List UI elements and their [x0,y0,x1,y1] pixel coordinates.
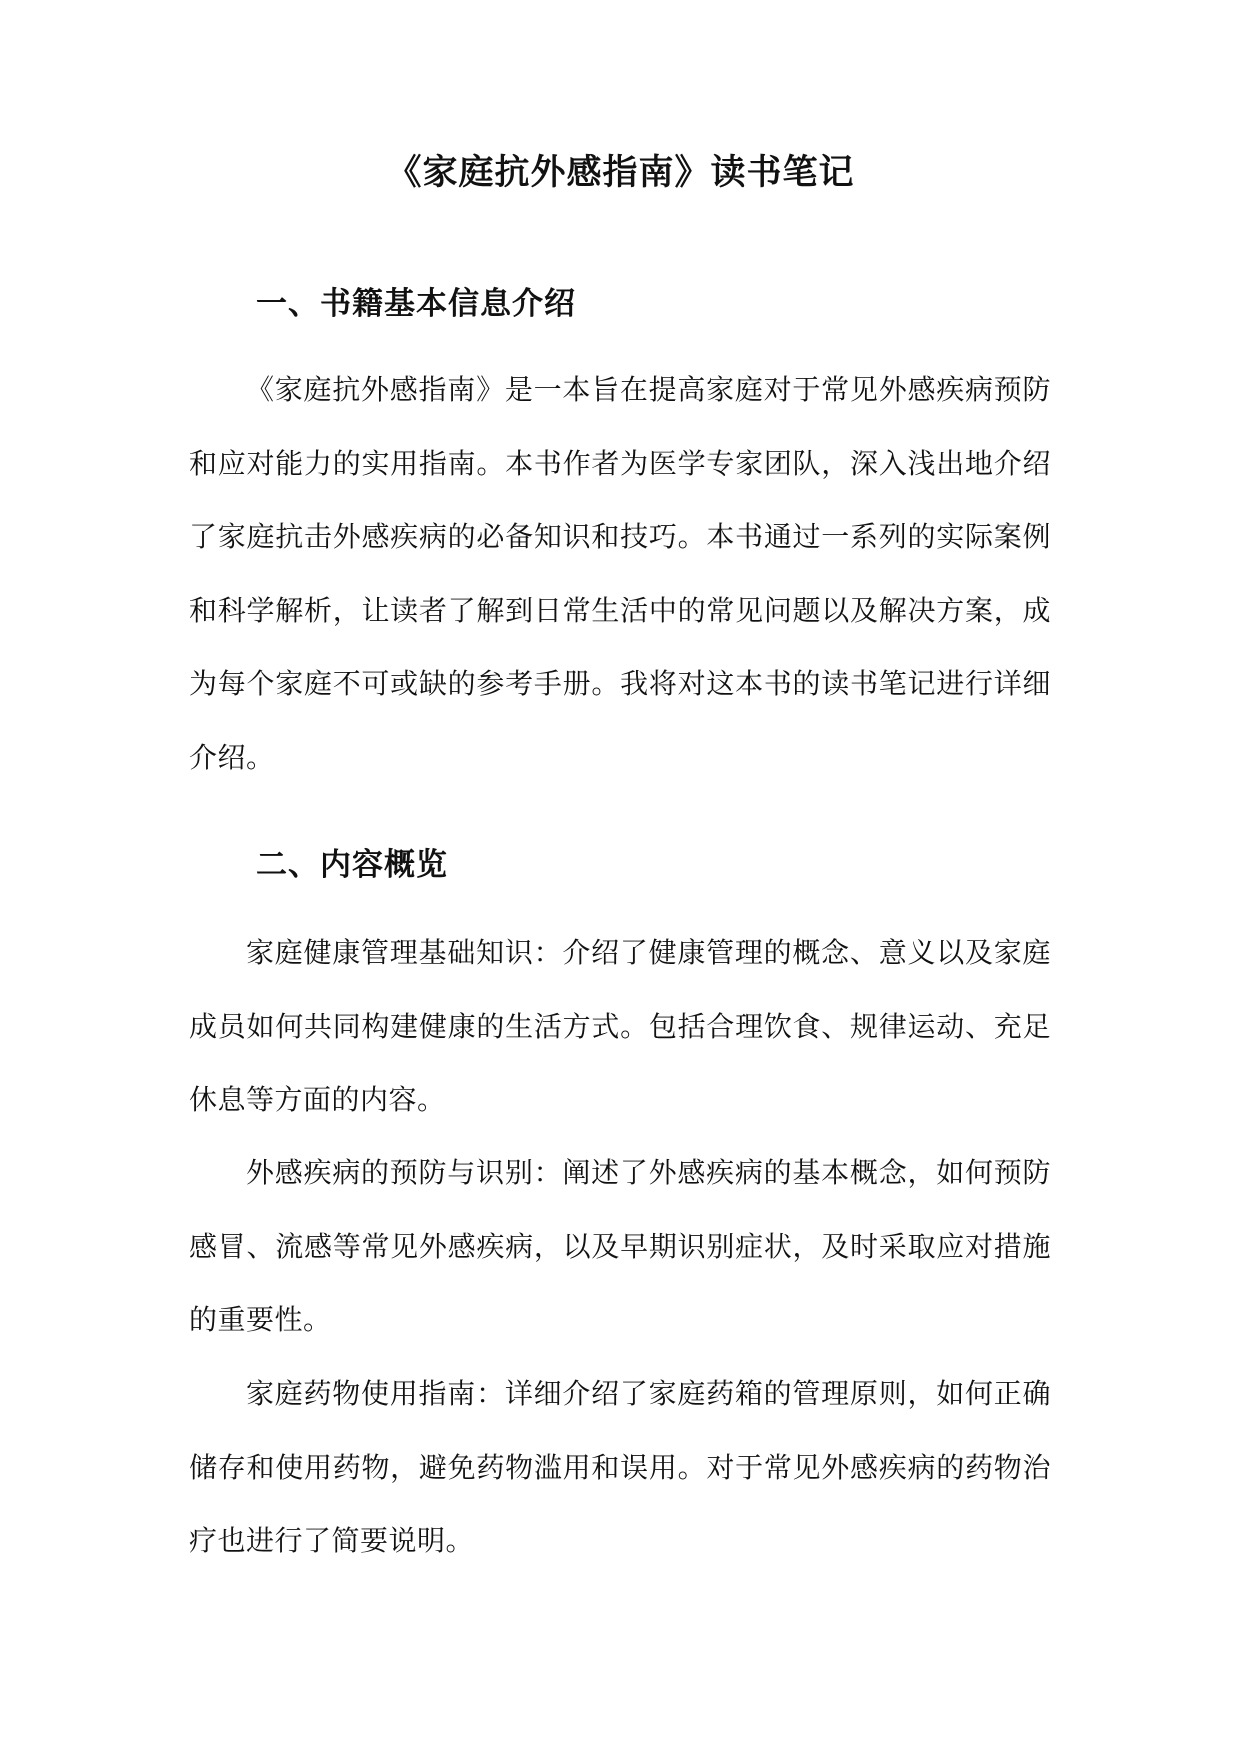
section-heading-book-info: 一、书籍基本信息介绍 [256,286,576,322]
document-title: 《家庭抗外感指南》读书笔记 [386,152,855,193]
paragraph-health-management: 家庭健康管理基础知识：介绍了健康管理的概念、意义以及家庭成员如何共同构建健康的生活方式。包括合理饮食、规律运动、充足休息等方面的内容。 [189,936,1051,1116]
paragraph-prevention-identification: 外感疾病的预防与识别：阐述了外感疾病的基本概念，如何预防感冒、流感等常见外感疾病，以及早期识别症状，及时采取应对措施的重要性。 [189,1156,1051,1336]
paragraph-book-intro: 《家庭抗外感指南》是一本旨在提高家庭对于常见外感疾病预防和应对能力的实用指南。本书作者为医学专家团队，深入浅出地介绍了家庭抗击外感疾病的必备知识和技巧。本书通过一系列的实际案例和科学解析，让读者了解到日常生活中的常见问题以及解决方案，成为每个家庭不可或缺的参考手册。我将对这本书的读书笔记进行详细介绍。 [189,373,1051,774]
paragraph-medication-guide: 家庭药物使用指南：详细介绍了家庭药箱的管理原则，如何正确储存和使用药物，避免药物滥用和误用。对于常见外感疾病的药物治疗也进行了简要说明。 [189,1377,1051,1557]
section-heading-content-overview: 二、内容概览 [256,847,448,883]
